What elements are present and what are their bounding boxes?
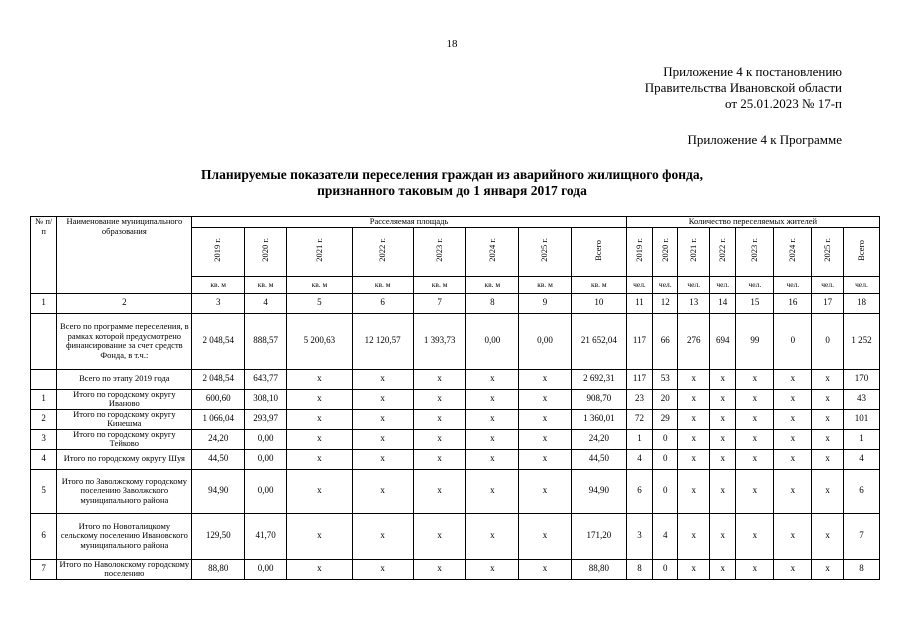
value-cell: 43 (843, 389, 879, 409)
value-cell: х (678, 409, 710, 429)
title-line: признанного таковым до 1 января 2017 года (317, 183, 587, 198)
header-line: Приложение 4 к постановлению (663, 64, 842, 79)
unit-cell: кв. м (245, 276, 287, 293)
resettlement-table (30, 216, 880, 580)
people-year-header (736, 227, 774, 276)
value-cell: 94,90 (192, 469, 245, 513)
unit-cell: чел. (812, 276, 844, 293)
unit-cell: чел. (653, 276, 678, 293)
value-cell: х (413, 429, 466, 449)
value-cell: 101 (843, 409, 879, 429)
value-cell: х (812, 409, 844, 429)
value-cell: 29 (653, 409, 678, 429)
page-number: 18 (446, 38, 458, 50)
year-label: 2022 г. (716, 238, 727, 263)
value-cell: х (736, 389, 774, 409)
row-number: 2 (31, 409, 57, 429)
municipality-name: Итого по городскому округу Кинешма (57, 409, 192, 429)
column-number: 3 (192, 293, 245, 313)
value-cell: 66 (653, 313, 678, 369)
value-cell: 4 (843, 449, 879, 469)
value-cell: 41,70 (245, 513, 287, 559)
column-number: 6 (352, 293, 413, 313)
row-number (31, 369, 57, 389)
value-cell: х (710, 369, 736, 389)
unit-cell: кв. м (466, 276, 519, 293)
value-cell: х (519, 559, 572, 579)
value-cell: х (774, 469, 812, 513)
area-year-header (352, 227, 413, 276)
value-cell: х (774, 389, 812, 409)
value-cell: х (519, 409, 572, 429)
column-number: 10 (571, 293, 626, 313)
value-cell: х (466, 449, 519, 469)
document-title (0, 167, 904, 199)
column-number: 15 (736, 293, 774, 313)
value-cell: 1 (626, 429, 652, 449)
value-cell: 24,20 (571, 429, 626, 449)
value-cell: х (736, 449, 774, 469)
table-row (31, 429, 880, 449)
value-cell: х (710, 469, 736, 513)
year-label: 2021 г. (688, 238, 698, 263)
value-cell: х (710, 513, 736, 559)
value-cell: х (678, 449, 710, 469)
value-cell: 117 (626, 313, 652, 369)
row-number (31, 313, 57, 369)
area-year-header (413, 227, 466, 276)
year-label: 2024 г. (486, 238, 497, 263)
value-cell: х (413, 469, 466, 513)
area-year-header (571, 227, 626, 276)
value-cell: х (774, 449, 812, 469)
column-number: 2 (57, 293, 192, 313)
area-year-header (192, 227, 245, 276)
area-year-header (519, 227, 572, 276)
table-row (31, 409, 880, 429)
unit-cell: кв. м (352, 276, 413, 293)
value-cell: 643,77 (245, 369, 287, 389)
value-cell: х (736, 513, 774, 559)
value-cell: х (519, 389, 572, 409)
year-label: 2023 г. (749, 238, 760, 263)
value-cell: х (352, 429, 413, 449)
value-cell: х (812, 469, 844, 513)
value-cell: х (413, 559, 466, 579)
value-cell: х (287, 469, 352, 513)
column-number: 5 (287, 293, 352, 313)
value-cell: х (287, 513, 352, 559)
value-cell: х (736, 429, 774, 449)
value-cell: х (466, 513, 519, 559)
value-cell: 24,20 (192, 429, 245, 449)
unit-cell: кв. м (571, 276, 626, 293)
value-cell: х (519, 369, 572, 389)
column-number: 11 (626, 293, 652, 313)
value-cell: 0,00 (466, 313, 519, 369)
column-number: 9 (519, 293, 572, 313)
col-header-num: № п/п (31, 217, 57, 294)
value-cell: 1 (843, 429, 879, 449)
value-cell: 0,00 (245, 469, 287, 513)
value-cell: х (466, 409, 519, 429)
people-year-header (678, 227, 710, 276)
value-cell: х (287, 369, 352, 389)
municipality-name: Всего по этапу 2019 года (57, 369, 192, 389)
value-cell: х (352, 389, 413, 409)
value-cell: 0 (653, 559, 678, 579)
year-label: 2023 г. (433, 238, 444, 263)
approval-header (645, 64, 842, 112)
value-cell: х (736, 559, 774, 579)
unit-cell: чел. (774, 276, 812, 293)
table-row (31, 513, 880, 559)
value-cell: 0,00 (245, 449, 287, 469)
table-row (31, 313, 880, 369)
value-cell: 6 (626, 469, 652, 513)
value-cell: 0,00 (519, 313, 572, 369)
column-number: 12 (653, 293, 678, 313)
municipality-name: Итого по Заволжскому городскому поселению Заволжского муниципального района (57, 469, 192, 513)
program-reference: Приложение 4 к Программе (687, 132, 842, 147)
table-row (31, 559, 880, 579)
value-cell: х (352, 369, 413, 389)
column-number: 7 (413, 293, 466, 313)
value-cell: х (466, 429, 519, 449)
value-cell: 117 (626, 369, 652, 389)
value-cell: х (287, 429, 352, 449)
value-cell: 12 120,57 (352, 313, 413, 369)
value-cell: 3 (626, 513, 652, 559)
municipality-name: Итого по городскому округу Иваново (57, 389, 192, 409)
row-number: 4 (31, 449, 57, 469)
value-cell: 0 (653, 429, 678, 449)
value-cell: х (678, 369, 710, 389)
year-label: 2025 г. (539, 238, 550, 263)
value-cell: х (812, 389, 844, 409)
value-cell: 129,50 (192, 513, 245, 559)
value-cell: х (710, 429, 736, 449)
value-cell: 88,80 (192, 559, 245, 579)
value-cell: х (466, 559, 519, 579)
value-cell: 88,80 (571, 559, 626, 579)
header-line: Правительства Ивановской области (644, 80, 842, 95)
column-number: 1 (31, 293, 57, 313)
value-cell: х (678, 429, 710, 449)
people-year-header (710, 227, 736, 276)
value-cell: х (519, 469, 572, 513)
value-cell: 2 048,54 (192, 313, 245, 369)
area-year-header (287, 227, 352, 276)
value-cell: х (812, 513, 844, 559)
value-cell: 1 393,73 (413, 313, 466, 369)
value-cell: 308,10 (245, 389, 287, 409)
year-label: Всего (593, 239, 604, 261)
value-cell: 0 (812, 313, 844, 369)
value-cell: 1 252 (843, 313, 879, 369)
value-cell: 94,90 (571, 469, 626, 513)
value-cell: х (519, 449, 572, 469)
column-number: 18 (843, 293, 879, 313)
value-cell: х (710, 449, 736, 469)
column-number: 8 (466, 293, 519, 313)
table-row (31, 369, 880, 389)
value-cell: 2 048,54 (192, 369, 245, 389)
row-number: 6 (31, 513, 57, 559)
value-cell: х (287, 409, 352, 429)
value-cell: х (413, 449, 466, 469)
year-label: 2021 г. (313, 238, 324, 263)
people-year-header (653, 227, 678, 276)
value-cell: х (466, 369, 519, 389)
value-cell: х (812, 449, 844, 469)
municipality-name: Итого по Новоталицкому сельскому поселению Ивановского муниципального района (57, 513, 192, 559)
value-cell: х (736, 469, 774, 513)
value-cell: х (352, 513, 413, 559)
municipality-name: Итого по городскому округу Тейково (57, 429, 192, 449)
value-cell: 0 (653, 469, 678, 513)
value-cell: 600,60 (192, 389, 245, 409)
value-cell: 908,70 (571, 389, 626, 409)
value-cell: 44,50 (571, 449, 626, 469)
col-header-name: Наименование муниципального образования (57, 217, 192, 294)
value-cell: 6 (843, 469, 879, 513)
value-cell: х (774, 429, 812, 449)
value-cell: х (413, 389, 466, 409)
header-line: от 25.01.2023 № 17-п (725, 96, 842, 111)
people-year-header (812, 227, 844, 276)
table-row (31, 469, 880, 513)
row-number: 3 (31, 429, 57, 449)
value-cell: х (413, 369, 466, 389)
value-cell: 170 (843, 369, 879, 389)
value-cell: 888,57 (245, 313, 287, 369)
value-cell: 276 (678, 313, 710, 369)
year-label: 2022 г. (376, 238, 387, 263)
value-cell: х (352, 449, 413, 469)
value-cell: 99 (736, 313, 774, 369)
value-cell: х (710, 389, 736, 409)
value-cell: х (678, 559, 710, 579)
value-cell: х (466, 469, 519, 513)
value-cell: 5 200,63 (287, 313, 352, 369)
value-cell: 72 (626, 409, 652, 429)
value-cell: х (352, 469, 413, 513)
value-cell: 8 (843, 559, 879, 579)
municipality-name: Итого по городскому округу Шуя (57, 449, 192, 469)
value-cell: х (519, 513, 572, 559)
value-cell: х (678, 469, 710, 513)
unit-cell: чел. (626, 276, 652, 293)
year-label: Всего (855, 239, 866, 261)
year-label: 2019 г. (212, 238, 223, 263)
value-cell: 4 (653, 513, 678, 559)
value-cell: х (774, 409, 812, 429)
value-cell: х (678, 389, 710, 409)
column-number: 4 (245, 293, 287, 313)
value-cell: х (413, 513, 466, 559)
value-cell: х (287, 449, 352, 469)
value-cell: х (812, 369, 844, 389)
value-cell: 20 (653, 389, 678, 409)
value-cell: 0 (774, 313, 812, 369)
value-cell: 4 (626, 449, 652, 469)
unit-cell: кв. м (519, 276, 572, 293)
value-cell: 293,97 (245, 409, 287, 429)
table-row (31, 389, 880, 409)
row-number: 5 (31, 469, 57, 513)
value-cell: х (413, 409, 466, 429)
value-cell: 694 (710, 313, 736, 369)
people-year-header (626, 227, 652, 276)
year-label: 2019 г. (633, 238, 644, 263)
value-cell: 23 (626, 389, 652, 409)
value-cell: х (287, 559, 352, 579)
row-number: 7 (31, 559, 57, 579)
municipality-name: Всего по программе переселения, в рамках которой предусмотрено финансирование за счет средств Фонда, в т.ч.: (57, 313, 192, 369)
year-label: 2020 г. (259, 238, 270, 263)
value-cell: 53 (653, 369, 678, 389)
year-label: 2025 г. (821, 238, 832, 263)
value-cell: х (774, 559, 812, 579)
col-group-area: Расселяемая площадь (192, 217, 626, 228)
value-cell: х (352, 559, 413, 579)
value-cell: 1 360,01 (571, 409, 626, 429)
value-cell: 44,50 (192, 449, 245, 469)
municipality-name: Итого по Наволокскому городскому поселению (57, 559, 192, 579)
value-cell: 8 (626, 559, 652, 579)
value-cell: х (736, 409, 774, 429)
column-number: 17 (812, 293, 844, 313)
value-cell: х (736, 369, 774, 389)
area-year-header (245, 227, 287, 276)
value-cell: 2 692,31 (571, 369, 626, 389)
value-cell: х (812, 429, 844, 449)
column-number: 16 (774, 293, 812, 313)
column-number: 14 (710, 293, 736, 313)
value-cell: х (466, 389, 519, 409)
value-cell: 1 066,04 (192, 409, 245, 429)
value-cell: х (710, 559, 736, 579)
unit-cell: чел. (736, 276, 774, 293)
row-number: 1 (31, 389, 57, 409)
value-cell: 0,00 (245, 429, 287, 449)
year-label: 2024 г. (787, 238, 798, 263)
column-number: 13 (678, 293, 710, 313)
unit-cell: чел. (678, 276, 710, 293)
unit-cell: кв. м (413, 276, 466, 293)
value-cell: 0 (653, 449, 678, 469)
table-row (31, 449, 880, 469)
value-cell: х (678, 513, 710, 559)
value-cell: 0,00 (245, 559, 287, 579)
value-cell: х (352, 409, 413, 429)
unit-cell: кв. м (192, 276, 245, 293)
unit-cell: чел. (710, 276, 736, 293)
people-year-header (843, 227, 879, 276)
value-cell: 7 (843, 513, 879, 559)
value-cell: х (812, 559, 844, 579)
value-cell: х (287, 389, 352, 409)
unit-cell: чел. (843, 276, 879, 293)
value-cell: х (774, 513, 812, 559)
value-cell: х (710, 409, 736, 429)
value-cell: х (519, 429, 572, 449)
unit-cell: кв. м (287, 276, 352, 293)
value-cell: 21 652,04 (571, 313, 626, 369)
value-cell: х (774, 369, 812, 389)
value-cell: 171,20 (571, 513, 626, 559)
year-label: 2020 г. (659, 238, 670, 263)
title-line: Планируемые показатели переселения граждан из аварийного жилищного фонда, (201, 167, 703, 182)
area-year-header (466, 227, 519, 276)
people-year-header (774, 227, 812, 276)
col-group-people: Количество переселяемых жителей (626, 217, 879, 228)
